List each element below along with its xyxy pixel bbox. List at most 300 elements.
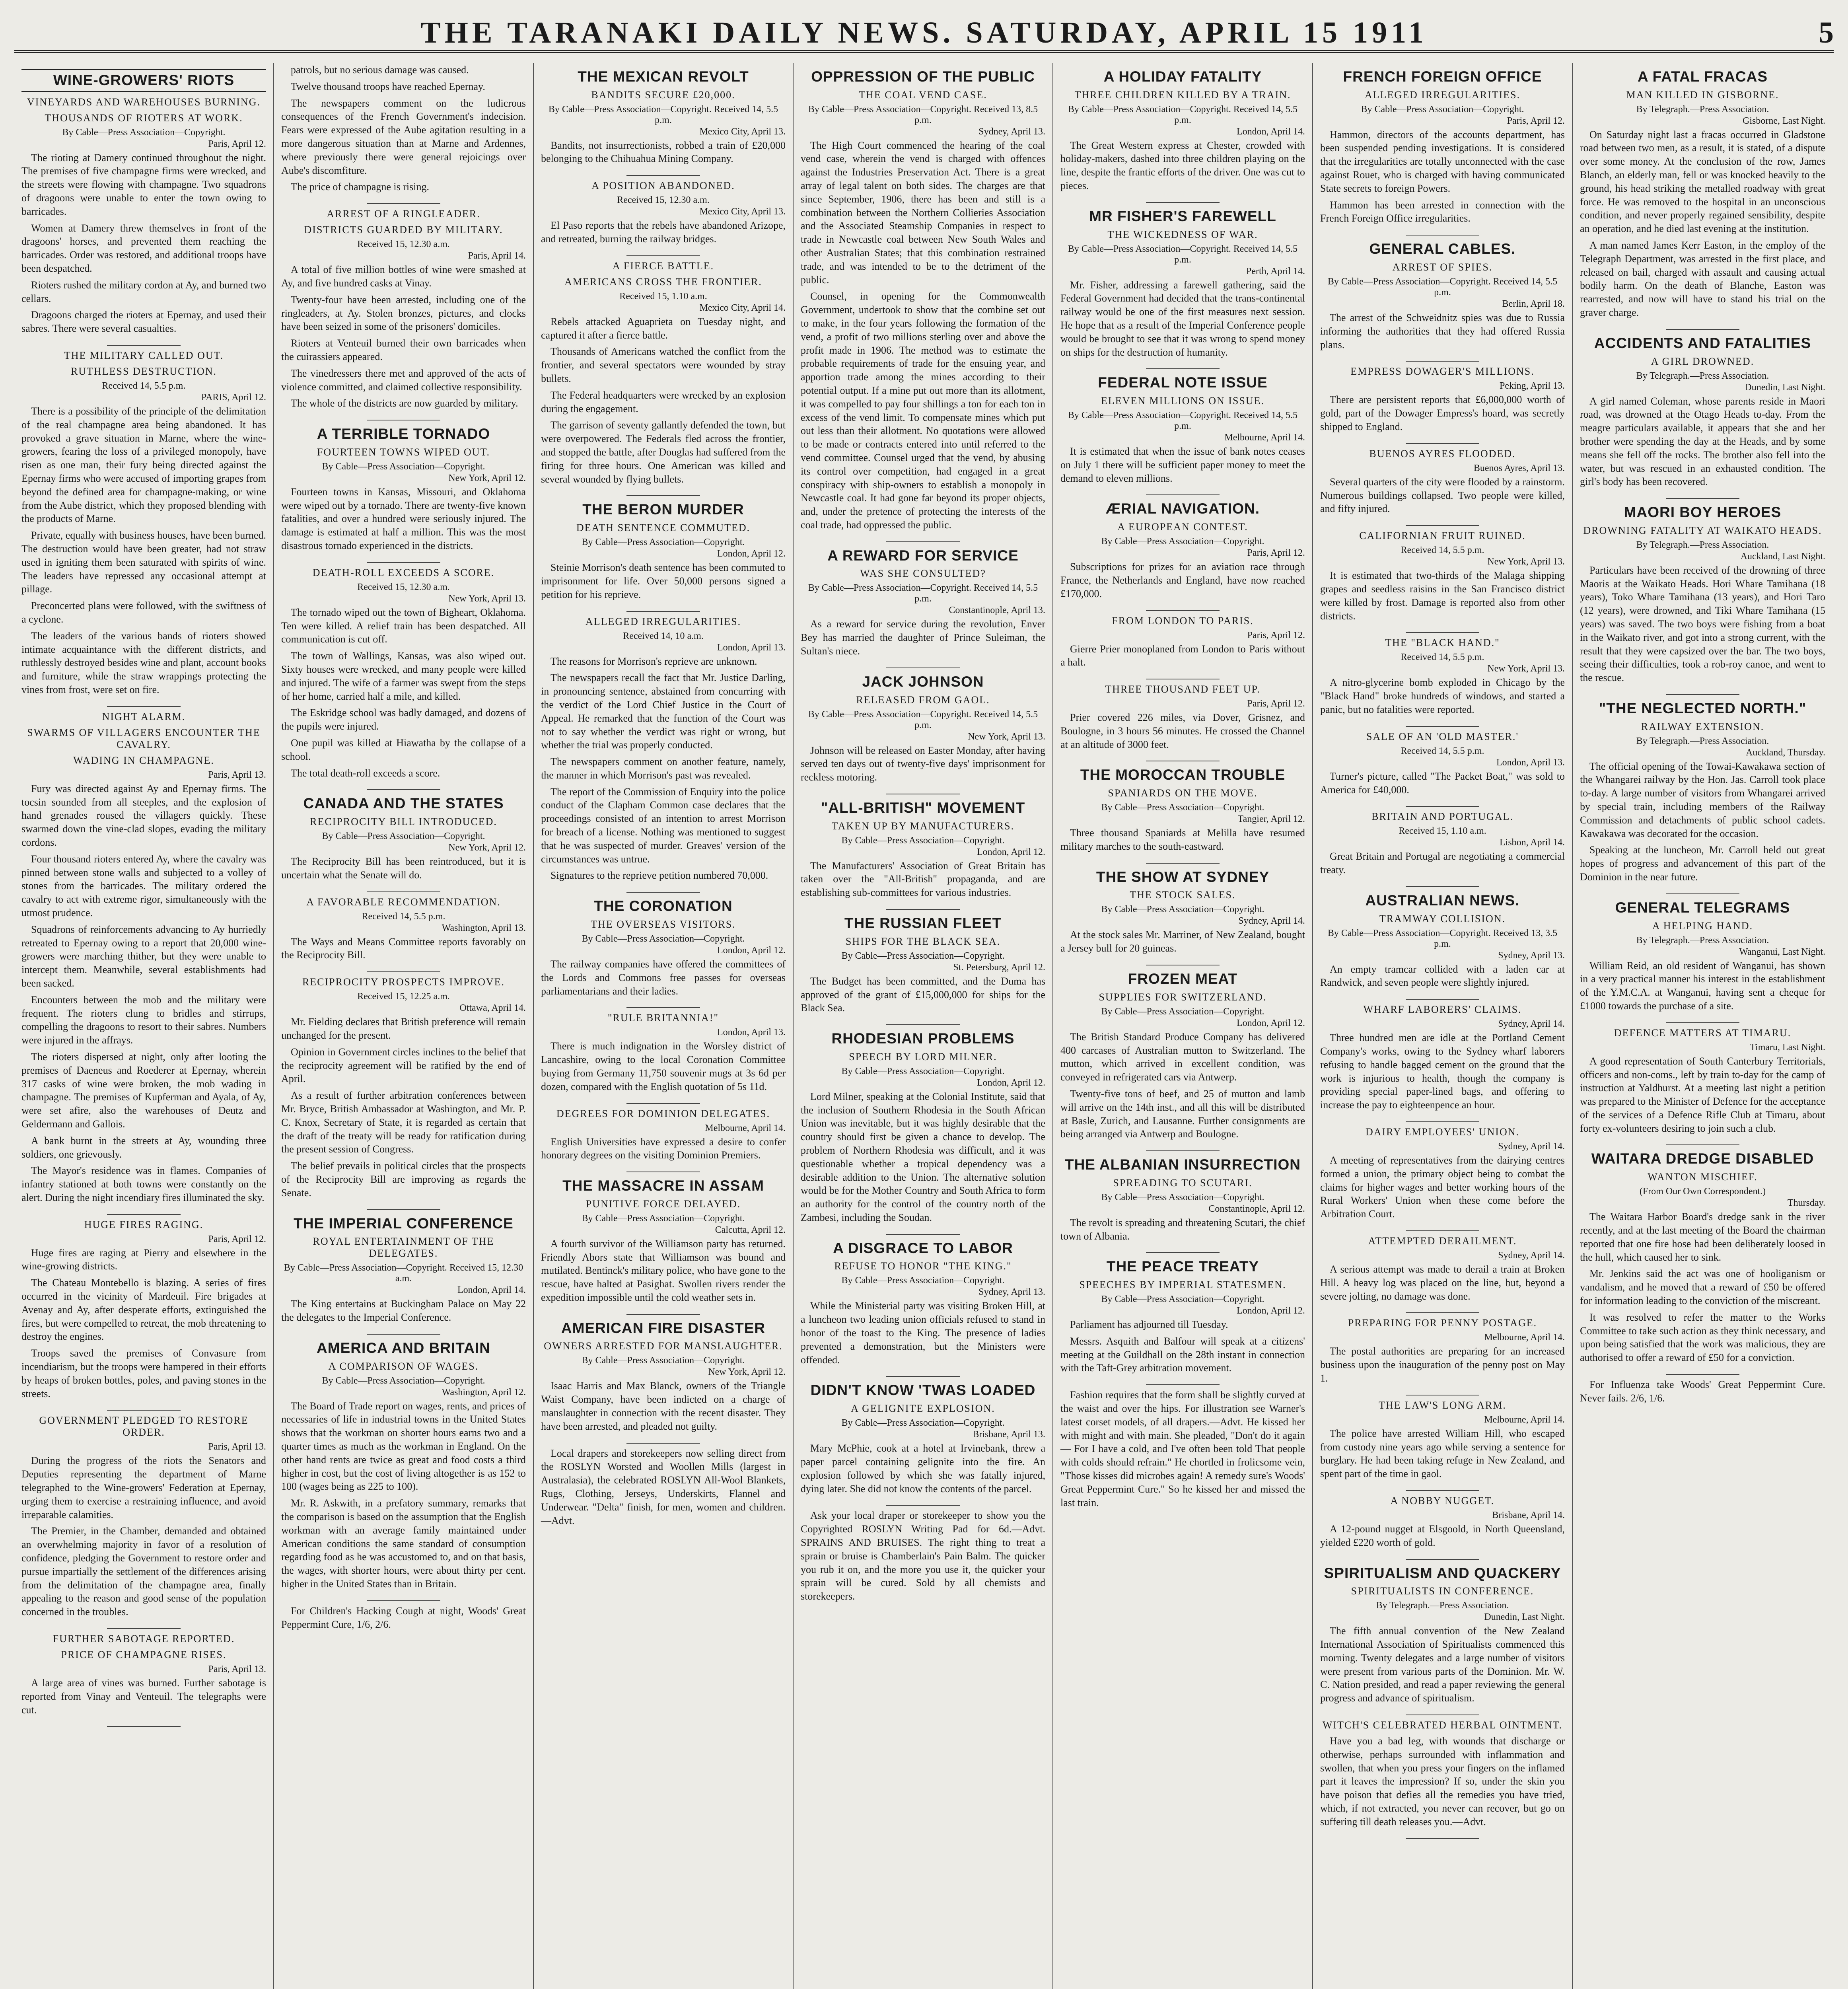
article (801, 548, 1045, 658)
article-paragraph: Opinion in Government circles inclines to the belief that the reciprocity agreement will be ratified by the end of April. (281, 1046, 526, 1085)
article-paragraph: Messrs. Asquith and Balfour will speak at a citizens' meeting at the Guildhall on the 28th instant in connection with the Taft-Grey arbitration movement. (1060, 1335, 1305, 1374)
article-divider (1406, 886, 1479, 887)
article-paragraph: Mr. Fielding declares that British preference will remain unchanged for the present. (281, 1016, 526, 1041)
article-paragraph: Squadrons of reinforcements advancing to Ay hurriedly retreated to Epernay owing to a report that 20,000 wine-growers were marching thither, but they were unable to intercept them. Meanwhile, several establishments had been sacked. (21, 923, 266, 989)
article-subheading: THE "BLACK HAND." (1385, 637, 1500, 649)
article-subheading: HUGE FIRES RAGING. (84, 1218, 204, 1230)
article-subheading: REFUSE TO HONOR "THE KING." (834, 1260, 1012, 1272)
article (1060, 683, 1305, 751)
article-divider (1406, 1490, 1479, 1491)
article-divider (1666, 498, 1739, 499)
article-paragraph: The leaders of the various bands of rioters showed intimate acquaintance with the different districts, and ruthlessly destroyed besides wine and plant, account books and furniture, while the straw wrappings protecting the vines from frost, were set on fire. (21, 630, 266, 695)
article (281, 976, 526, 1199)
article-heading: THE PEACE TREATY (1106, 1258, 1259, 1275)
article-divider (107, 345, 181, 346)
article-dateline: Brisbane, April 13. (973, 1429, 1045, 1440)
article-divider (886, 1024, 960, 1025)
article-byline: By Cable—Press Association—Copyright. (841, 950, 1005, 961)
article-divider (626, 255, 700, 256)
article-divider (626, 175, 700, 176)
article-divider (1146, 610, 1220, 611)
article-dateline: London, April 12. (1237, 1018, 1305, 1028)
article (21, 69, 266, 335)
article-dateline: PARIS, April 12. (201, 392, 266, 403)
article (541, 260, 786, 486)
article-dateline: Sydney, April 13. (978, 1287, 1045, 1298)
article-subheading: WADING IN CHAMPAGNE. (73, 754, 214, 766)
article-dateline: New York, April 12. (448, 843, 526, 853)
article-paragraph: A fourth survivor of the Williamson party has returned. Friendly Abors state that Williamson was bound and mutilated. Bentinck's military police, who have gone to the rescue, have halted at Pasighat. Swollen rivers render the expedition impossible until the cold weather sets in. (541, 1238, 786, 1303)
article-byline: By Telegraph.—Press Association. (1376, 1600, 1509, 1611)
article-heading: MR FISHER'S FAREWELL (1089, 208, 1276, 224)
article-subheading: A HELPING HAND. (1652, 920, 1753, 932)
article-divider (626, 892, 700, 893)
article-paragraph: A total of five million bottles of wine were smashed at Ay, and five hundred casks at Vinay. (281, 264, 526, 289)
article (1320, 530, 1565, 623)
article-paragraph: The total death-roll exceeds a score. (291, 767, 440, 779)
article-paragraph: During the progress of the riots the Senators and Deputies representing the department of Marne telegraphed to the Wine-growers' Federation at Epernay, urging them to exercise a restraining influence, and avoid irreparable calamities. (21, 1455, 266, 1520)
article-heading: THE CORONATION (594, 898, 733, 915)
article-byline: By Cable—Press Association—Copyright. (841, 1418, 1005, 1428)
article-paragraph: The garrison of seventy gallantly defended the town, but were overpowered. The Federals fled across the frontier, and stopped the battle, after Douglas had suffered from the firing for three hours. One American was killed and several wounded by flying bullets. (541, 419, 786, 485)
article-byline: By Telegraph.—Press Association. (1636, 935, 1769, 946)
article-subheading: A NOBBY NUGGET. (1390, 1495, 1495, 1506)
article (21, 711, 266, 1205)
article-subheading: FURTHER SABOTAGE REPORTED. (53, 1633, 235, 1645)
article-subheading: RELEASED FROM GAOL. (856, 694, 990, 706)
article-byline: Received 15, 1.10 a.m. (1399, 826, 1486, 837)
article-paragraph: Three hundred men are idle at the Portland Cement Company's works, owing to the Sydney wharf laborers refusing to handle bagged cement on the ground that the work is injurious to health, though the company is providing special paper-lined bags, and offering to increase the pay to eighteenpence an hour. (1320, 1032, 1565, 1111)
article-divider (626, 1007, 700, 1008)
article-paragraph: There is a possibility of the principle of the delimitation of the real champagne area being abandoned. It has provoked a grave situation in Marne, where the wine-growers, fearing the loss of a privileged monopoly, have risen as one man, their fury being directed against the Epernay firms who were accused of importing grapes from beyond the defined area for champagne-making, or wine from the Aube district, which they proposed blending with the products of Marne. (21, 405, 266, 525)
article-paragraph: The fifth annual convention of the New Zealand International Association of Spiritualists commenced this morning. Twenty delegates and a large number of visitors were present from various parts of the Dominion. Mr. W. C. Nation presided, and read a paper reviewing the general progress and advance of spiritualism. (1320, 1625, 1565, 1704)
article-subheading: RAILWAY EXTENSION. (1641, 720, 1764, 732)
article-subheading: BRITAIN AND PORTUGAL. (1371, 811, 1513, 823)
article-subheading: SUPPLIES FOR SWITZERLAND. (1099, 991, 1267, 1003)
article-paragraph: The arrest of the Schweidnitz spies was due to Russia informing the authorities that they had offered Russia plans. (1320, 311, 1565, 350)
article-paragraph: Parliament has adjourned till Tuesday. (1070, 1319, 1228, 1331)
article-dateline: Paris, April 12. (1247, 699, 1305, 709)
article-heading: ÆRIAL NAVIGATION. (1106, 500, 1260, 517)
article-paragraph: Bandits, not insurrectionists, robbed a train of £20,000 belonging to the Chihuahua Mining Company. (541, 139, 786, 165)
article-divider (1406, 1230, 1479, 1231)
article-subheading: SPIRITUALISTS IN CONFERENCE. (1351, 1585, 1534, 1597)
article-paragraph: A bank burnt in the streets at Ay, wounding three soldiers, one grievously. (21, 1135, 266, 1160)
article-dateline: Buenos Ayres, April 13. (1473, 463, 1565, 473)
article-heading: A HOLIDAY FATALITY (1103, 68, 1262, 85)
article (801, 800, 1045, 899)
article-subheading: ATTEMPTED DERAILMENT. (1368, 1235, 1517, 1247)
article-paragraph: Johnson will be released on Easter Monday, after having served ten days out of twenty-five days' imprisonment for reckless motoring. (801, 744, 1045, 783)
article-subheading: "RULE BRITANNIA!" (607, 1012, 719, 1024)
article-byline: By Cable—Press Association—Copyright. (1361, 104, 1524, 115)
article-subheading: THE LAW'S LONG ARM. (1379, 1399, 1506, 1411)
article-paragraph: A 12-pound nugget at Elsgoold, in North Queensland, yielded £220 worth of gold. (1320, 1523, 1565, 1548)
article (281, 63, 526, 194)
article-subheading: WITCH'S CELEBRATED HERBAL OINTMENT. (1322, 1719, 1563, 1731)
article-heading: WAITARA DREDGE DISABLED (1591, 1150, 1814, 1167)
article-byline: By Telegraph.—Press Association. (1636, 736, 1769, 746)
article-byline: By Cable—Press Association—Copyright. Received 14, 5.5 p.m. (1068, 243, 1298, 265)
article-heading: AUSTRALIAN NEWS. (1365, 892, 1520, 909)
article-dateline: London, April 12. (1237, 1306, 1305, 1316)
article-byline: (From Our Own Correspondent.) (1639, 1186, 1766, 1197)
article-paragraph: An empty tramcar collided with a laden car at Randwick, and seven people were slightly injured. (1320, 963, 1565, 989)
article-dateline: Paris, April 13. (208, 769, 266, 780)
article-subheading: PREPARING FOR PENNY POSTAGE. (1348, 1317, 1537, 1329)
article (1580, 701, 1825, 884)
article-paragraph: The Premier, in the Chamber, demanded and obtained an overwhelming majority in favor of a resolution of confidence, pledging the Government to restore order and pursue impartially the settlement of the differences arising from the delimitation of the champagne area, finally appealing to the reason and good sense of the population concerned in the troubles. (21, 1525, 266, 1618)
column-5 (1053, 63, 1313, 1989)
article-paragraph: On Saturday night last a fracas occurred in Gladstone road between two men, as a result, it is stated, of a dispute over some money. At the conclusion of the row, James Blanch, an elderly man, fell or was knocked heavily to the ground, his head striking the metalled roadway with great force. He was removed to the hospital in an unconscious condition, and never properly regained sensibility, despite an operation, and he died last evening at the institution. (1580, 128, 1825, 235)
article-dateline: Lisbon, April 14. (1499, 837, 1565, 848)
article-byline: Received 15, 12.30 a.m. (617, 195, 710, 206)
article-byline: By Cable—Press Association—Copyright. (841, 1066, 1005, 1076)
article-divider (1146, 863, 1220, 864)
article-subheading: ARREST OF A RINGLEADER. (327, 208, 480, 220)
article-subheading: THE OVERSEAS VISITORS. (591, 918, 736, 930)
article-divider (107, 1726, 181, 1727)
article-paragraph: A meeting of representatives from the dairying centres formed a union, the primary object being to combat the claims for higher wages and better working hours of the Rural Workers' Union when these come before the Arbitration Court. (1320, 1154, 1565, 1220)
article-byline: By Cable—Press Association—Copyright. (582, 1213, 745, 1224)
article (1580, 1151, 1825, 1364)
article-paragraph: The railway companies have offered the committees of the Lords and Commons free passes for overseas parliamentarians and their ladies. (541, 958, 786, 997)
article-dateline: Constantinople, April 12. (1208, 1203, 1305, 1214)
article-byline: By Telegraph.—Press Association. (1636, 104, 1769, 115)
article-subheading: SPREADING TO SCUTARI. (1113, 1177, 1253, 1189)
article-paragraph: Subscriptions for prizes for an aviation race through France, the Netherlands and England, have now reached £170,000. (1060, 561, 1305, 599)
article-heading: THE ALBANIAN INSURRECTION (1064, 1156, 1301, 1173)
article-heading: A FATAL FRACAS (1637, 68, 1768, 85)
article-heading: THE MASSACRE IN ASSAM (562, 1177, 764, 1194)
article-paragraph: The Chateau Montebello is blazing. A series of fires occurred in the vicinity of Mardeuil. Fire brigades at Avenay and Ay, after desperate efforts, extinguished the fires, but were compelled to retreat, the mob threatening to destroy the engines. (21, 1277, 266, 1343)
article-subheading: BANDITS SECURE £20,000. (591, 89, 735, 101)
article-dateline: Washington, April 12. (442, 1387, 526, 1397)
article (1320, 1126, 1565, 1221)
article-dateline: Gisborne, Last Night. (1743, 115, 1825, 126)
article-dateline: Paris, April 13. (208, 1442, 266, 1452)
article-dateline: London, April 12. (717, 945, 786, 956)
article-heading: "ALL-BRITISH" MOVEMENT (821, 799, 1025, 816)
article-subheading: SALE OF AN 'OLD MASTER.' (1366, 730, 1519, 742)
article-paragraph: English Universities have expressed a desire to confer honorary degrees on the visiting Dominion Premiers. (541, 1136, 786, 1161)
article (1320, 241, 1565, 351)
article-byline: Received 14, 5.5 p.m. (1401, 652, 1484, 663)
article-dateline: New York, April 13. (448, 593, 526, 604)
article-paragraph: It is estimated that two-thirds of the Malaga shipping grapes and seedless raisins in the San Francisco district were killed by frost. Damage is reported also from other districts. (1320, 570, 1565, 622)
article-divider (1406, 1559, 1479, 1560)
article (281, 896, 526, 962)
article-byline: By Cable—Press Association—Copyright. (841, 835, 1005, 846)
article-subheading: EMPRESS DOWAGER'S MILLIONS. (1350, 366, 1535, 378)
article-dateline: London, April 13. (717, 1027, 786, 1038)
article-dateline: Constantinople, April 13. (949, 605, 1045, 616)
article-divider (1146, 1384, 1220, 1385)
article-paragraph: There is much indignation in the Worsley district of Lancashire, owing to the local Coronation Committee buying from Germany 11,750 souvenir mugs at 3s 6d per dozen, compared with the English quotation of 5s 11d. (541, 1040, 786, 1092)
advertisement-text: Fashion requires that the form shall be slightly curved at the waist and over the hips. For illustration see Warner's latest corset models, of all drapers.—Advt. He kissed her with might and with main. She pleaded, "Don't do it again— For I have a cold, and I've often been told That people with colds should refrain." He chortled in frolicsome vein, "Those kisses did microbes again! A remedy sure's Woods' Great Peppermint Cure." So he kissed her and missed the last train. (1060, 1389, 1305, 1508)
article-heading: DIDN'T KNOW 'TWAS LOADED (810, 1382, 1036, 1399)
article-paragraph: Great Britain and Portugal are negotiating a commercial treaty. (1320, 850, 1565, 876)
article-subheading: WHARF LABORERS' CLAIMS. (1363, 1004, 1522, 1016)
article-dateline: Washington, April 13. (442, 922, 526, 933)
article-paragraph: The postal authorities are preparing for an increased business upon the inauguration of the penny post on May 1. (1320, 1345, 1565, 1384)
article-byline: By Cable—Press Association—Copyright. (1101, 802, 1264, 813)
article-dateline: Melbourne, April 14. (705, 1123, 786, 1133)
article-subheading: SPEECHES BY IMPERIAL STATESMEN. (1079, 1279, 1286, 1291)
article-dateline: London, April 14. (457, 1285, 526, 1296)
article (1320, 811, 1565, 877)
article-divider (367, 203, 440, 204)
article-subheading: A FAVORABLE RECOMMENDATION. (306, 896, 501, 908)
article-paragraph: Signatures to the reprieve petition numbered 70,000. (551, 870, 768, 882)
article-divider (1406, 361, 1479, 362)
article-divider (886, 1376, 960, 1377)
article-byline: By Cable—Press Association—Copyright. (582, 537, 745, 548)
article-byline: By Cable—Press Association—Copyright. (582, 1355, 745, 1366)
article-paragraph: Mr. Fisher, addressing a farewell gathering, said the Federal Government had decided that the trans-continental railway would be one of the first measures next session. He hope that as a result of the Imperial Conference people would be brought to see that it was wrong to spend money on ships for the destruction of humanity. (1060, 279, 1305, 358)
article (1060, 208, 1305, 359)
article-paragraph: The Reciprocity Bill has been reintroduced, but it is uncertain what the Senate will do. (281, 856, 526, 881)
masthead (14, 12, 1834, 53)
article-dateline: Melbourne, April 14. (1484, 1414, 1565, 1425)
article-heading: FEDERAL NOTE ISSUE (1098, 374, 1268, 391)
article-paragraph: One pupil was killed at Hiawatha by the collapse of a school. (281, 737, 526, 762)
article-byline: By Cable—Press Association—Copyright. (62, 127, 226, 138)
article-paragraph: William Reid, an old resident of Wanganui, has shown in a very practical manner his interest in the establishment of the Y.M.C.A. at Wanganui, having sent a cheque for £1000 towards the purchase of a site. (1580, 959, 1825, 1012)
article (1320, 69, 1565, 225)
article-paragraph: Troops saved the premises of Convasure from incendiarism, but the troops were hampered in their efforts by heaps of broken bottles, poles, and paving stones in the streets. (21, 1347, 266, 1399)
article-paragraph: The Great Western express at Chester, crowded with holiday-makers, dashed into three children playing on the line, despite the frantic efforts of the driver. One was cut to pieces. (1060, 139, 1305, 192)
article-byline: By Cable—Press Association—Copyright. (1101, 1192, 1264, 1203)
article-paragraph: Mr. R. Askwith, in a prefatory summary, remarks that the comparison is based on the assumption that the English workman with an average family maintained under American conditions the same standard of consumption regarding food as he was accustomed to, and on that basis, the wages, with shorter hours, were about thirty per cent. higher in the United States than in Britain. (281, 1497, 526, 1590)
article-heading: THE MEXICAN REVOLT (578, 68, 749, 85)
article-divider (1666, 329, 1739, 330)
article-dateline: Paris, April 12. (1247, 548, 1305, 559)
article-dateline: New York, April 13. (1487, 557, 1565, 567)
article-subheading: MAN KILLED IN GISBORNE. (1626, 89, 1779, 101)
article-dateline: Sydney, April 14. (1498, 1019, 1565, 1030)
article (541, 1012, 786, 1093)
article-dateline: Auckland, Thursday. (1746, 747, 1825, 758)
article-dateline: Sydney, April 14. (1498, 1250, 1565, 1261)
article-paragraph: While the Ministerial party was visiting Broken Hill, at a luncheon two leading union officials refused to stand in honor of the toast to the King. The presence of ladies prevented a demonstration, but the Ministers were offended. (801, 1300, 1045, 1366)
article-paragraph: As a result of further arbitration conferences between Mr. Bryce, British Ambassador at Washington, and Mr. P. C. Knox, Secretary of State, it is regarded as certain that the draft of the treaty will be ready for ratification during the present session of Congress. (281, 1090, 526, 1155)
article-divider (367, 891, 440, 892)
article (801, 674, 1045, 784)
article-subheading: THREE THOUSAND FEET UP. (1105, 683, 1261, 695)
article-paragraph: Prier covered 226 miles, via Dover, Grisnez, and Boulogne, in 3 hours 56 minutes. He crossed the Channel at an altitude of 3000 feet. (1060, 712, 1305, 750)
article-subheading: WANTON MISCHIEF. (1648, 1171, 1758, 1183)
article-byline: By Telegraph.—Press Association. (1636, 370, 1769, 381)
article-subheading: THE MILITARY CALLED OUT. (64, 350, 224, 362)
article-paragraph: The newspapers recall the fact that Mr. Justice Darling, in pronouncing sentence, abstained from concurring with the verdict of the Lord Chief Justice in the Court of Appeal. He remarked that the function of the Court was not to say whether the verdict was right or wrong, but whether the trial was properly conducted. (541, 672, 786, 751)
article-dateline: Dunedin, Last Night. (1484, 1612, 1565, 1623)
article-subheading: SPEECH BY LORD MILNER. (849, 1051, 997, 1063)
column-3 (534, 63, 794, 1989)
article-dateline: Paris, April 13. (208, 1664, 266, 1675)
article-paragraph: The British Standard Produce Company has delivered 400 carcases of Australian mutton to Switzerland. The mutton, which arrived in excellent condition, was conveyed in refrigerated cars via Antwerp. (1060, 1031, 1305, 1083)
article-dateline: Perth, April 14. (1246, 266, 1305, 276)
article (541, 69, 786, 165)
article-paragraph: The newspapers comment on the ludicrous consequences of the French Government's indecision. Fears were expressed of the Aube agitation resulting in a more dangerous situation than at Marne and Ardennes, where previously there were general rejoicings over Aube's discomfiture. (281, 97, 526, 176)
article-paragraph: The Manufacturers' Association of Great Britain has taken over the "All-British" propaganda, and are establishing sub-committees for various industries. (801, 860, 1045, 899)
article-heading: A DISGRACE TO LABOR (833, 1240, 1013, 1256)
article-paragraph: The Budget has been committed, and the Duma has approved of the grant of £15,000,000 for ships for the Black Sea. (801, 975, 1045, 1014)
article-byline: By Cable—Press Association—Copyright. (1101, 1006, 1264, 1017)
article (1320, 1317, 1565, 1385)
article-heading: "THE NEGLECTED NORTH." (1599, 700, 1807, 716)
article-subheading: THREE CHILDREN KILLED BY A TRAIN. (1074, 89, 1291, 101)
article-heading: GENERAL TELEGRAMS (1615, 899, 1790, 916)
article-paragraph: Counsel, in opening for the Commonwealth Government, undertook to show that the combine set out to make, in the four years following the formation of the vend, a profit of two millions sterling over and above the profit made in 1906. The method was to estimate the probable requirements of trade for the ensuing year, and apportion trade among the mines according to their potential output. If a mine put out more than its allotment, it was compelled to pay four shillings a ton for each ton in excess of the vend limit. To compensate mines which put out less than their allotment. No quotations were allowed to be made or contracts entered into until referred to the vend committee. Counsel urged that the vend, by abusing its control over competition, had engaged in a great conspiracy with ship-owners to establish a monopoly in Newcastle coal. It had gone far beyond its proper objects, and, under the pretence of protecting the interests of the coal trade, had oppressed the public. (801, 290, 1045, 531)
article-byline: Received 14, 5.5 p.m. (1401, 545, 1484, 556)
article-byline: By Cable—Press Association—Copyright. (322, 1375, 485, 1386)
article-byline: Received 14, 10 a.m. (623, 631, 704, 641)
article-dateline: Paris, April 12. (1507, 115, 1565, 126)
article-dateline: Mexico City, April 13. (699, 206, 786, 217)
article-divider (626, 1314, 700, 1315)
article (801, 1240, 1045, 1367)
article-subheading: A GELIGNITE EXPLOSION. (851, 1403, 995, 1415)
article-divider (1666, 1144, 1739, 1145)
article-dateline: Tangier, April 12. (1237, 814, 1305, 825)
article-paragraph: Mr. Jenkins said the act was one of hooliganism or vandalism, and he moved that a reward of £50 be offered for information leading to the conviction of the miscreant. (1580, 1268, 1825, 1306)
article-subheading: OWNERS ARRESTED FOR MANSLAUGHTER. (544, 1340, 783, 1352)
article-paragraph: The Mayor's residence was in flames. Companies of infantry stationed at both towns were constantly on the alert. During the night incendiary fires illuminated the sky. (21, 1165, 266, 1203)
article-paragraph: Rioters at Venteuil burned their own barricades when the cuirassiers appeared. (281, 337, 526, 362)
article-divider (1406, 999, 1479, 1000)
article (541, 1108, 786, 1162)
article-subheading: THE WICKEDNESS OF WAR. (1107, 228, 1258, 240)
article-dateline: London, April 12. (977, 847, 1045, 857)
article-divider (1146, 368, 1220, 369)
article-paragraph: Private, equally with business houses, have been burned. The destruction would have been greater, had not straw used in igniting them been saturated with spirits of wine. The leaders have repressed any occasional attempt at pillage. (21, 529, 266, 595)
article-subheading: DEATH-ROLL EXCEEDS A SCORE. (312, 566, 495, 578)
article-divider (886, 1234, 960, 1235)
article-byline: By Cable—Press Association—Copyright. (582, 933, 745, 944)
article-dateline: Paris, April 14. (468, 251, 526, 261)
article-byline: Received 14, 5.5 p.m. (102, 381, 186, 391)
article-divider (1666, 893, 1739, 894)
article-dateline: London, April 12. (717, 549, 786, 559)
article-divider (107, 1214, 181, 1215)
article-paragraph: The police have arrested William Hill, who escaped from custody nine years ago while serving a sentence for burglary. He had been taking refuge in New Zealand, and spent part of the time in gaol. (1320, 1427, 1565, 1480)
article-heading: GENERAL CABLES. (1369, 241, 1516, 257)
article-paragraph: There are persistent reports that £6,000,000 worth of gold, part of the Dowager Empress's hoard, was secretly shipped to England. (1320, 394, 1565, 432)
article-subheading: DROWNING FATALITY AT WAIKATO HEADS. (1583, 524, 1822, 536)
article-byline: By Cable—Press Association—Copyright. Received 14, 5.5 p.m. (808, 709, 1038, 730)
article-subheading: ALLEGED IRREGULARITIES. (585, 615, 741, 627)
article-heading: THE BERON MURDER (582, 501, 744, 518)
article-divider (367, 1600, 440, 1601)
article-paragraph: The Eskridge school was badly damaged, and dozens of the pupils were injured. (281, 707, 526, 732)
article-paragraph: patrols, but no serious damage was caused. (291, 64, 469, 76)
article-dateline: Wanganui, Last Night. (1739, 946, 1825, 957)
article-subheading: A POSITION ABANDONED. (591, 180, 735, 192)
article (21, 1415, 266, 1619)
article-paragraph: The rioting at Damery continued throughout the night. The premises of five champagne firms were wrecked, and the streets were flowing with champagne. Two squadrons of dragoons were unable to enter the town owing to barricades. (21, 152, 266, 217)
article-subheading: TAKEN UP BY MANUFACTURERS. (831, 820, 1015, 832)
article-paragraph: Four thousand rioters entered Ay, where the cavalry was pinned between stone walls and subjected to a volley of stones from the barricades. The military ordered the cavalry to act with extreme rigor, simultaneously with the utmost prudence. (21, 853, 266, 919)
article-paragraph: Twenty-four have been arrested, including one of the ringleaders, at Ay. Stolen bronzes, pictures, and clocks have been seized in some of the prisoners' domiciles. (281, 294, 526, 333)
article-paragraph: Steinie Morrison's death sentence has been commuted to imprisonment for life. Over 50,000 persons signed a petition for his reprieve. (541, 562, 786, 600)
article-divider (1666, 1022, 1739, 1023)
article (1060, 1157, 1305, 1243)
article-heading: A TERRIBLE TORNADO (317, 426, 490, 442)
article (541, 1320, 786, 1433)
article-dateline: Thursday. (1787, 1198, 1825, 1209)
columns-container (14, 63, 1834, 1989)
article-heading: MAORI BOY HEROES (1624, 504, 1782, 521)
article-paragraph: Rebels attacked Aguaprieta on Tuesday night, and captured it after a fierce battle. (541, 315, 786, 341)
article-heading: FRENCH FOREIGN OFFICE (1343, 68, 1542, 85)
article-divider (1406, 443, 1479, 444)
article-divider (107, 1410, 181, 1411)
article-divider (1146, 202, 1220, 203)
article (1320, 731, 1565, 797)
article-subheading: DAIRY EMPLOYEES' UNION. (1366, 1126, 1519, 1138)
article-paragraph: The Federal headquarters were wrecked by an explosion during the engagement. (541, 389, 786, 415)
article-byline: By Telegraph.—Press Association. (1636, 539, 1769, 550)
article (541, 502, 786, 601)
article-paragraph: A girl named Coleman, whose parents reside in Maori road, was drowned at the Otago Heads to-day. From the meagre particulars available, it appears that she and her brother were spending the day at the Heads, and by some means she fell off the rocks. The brother also fell into the water, but was rescued in an exhausted condition. The girl's body has been recovered. (1580, 395, 1825, 488)
article-divider (1406, 1838, 1479, 1839)
article (1320, 1004, 1565, 1112)
article-dateline: Timaru, Last Night. (1750, 1042, 1825, 1053)
article-divider (626, 495, 700, 496)
advertisement-text: For Children's Hacking Cough at night, Woods' Great Peppermint Cure, 1/6, 2/6. (281, 1605, 526, 1630)
article-paragraph: Turner's picture, called "The Packet Boat," was sold to America for £40,000. (1320, 770, 1565, 796)
article-subheading: RUTHLESS DESTRUCTION. (70, 366, 217, 378)
article-divider (1406, 806, 1479, 807)
article-dateline: Sydney, April 13. (1498, 950, 1565, 961)
article-paragraph: Several quarters of the city were flooded by a rainstorm. Numerous buildings collapsed. Two people were killed, and fifty injured. (1320, 476, 1565, 515)
article-subheading: AMERICANS CROSS THE FRONTIER. (564, 276, 762, 288)
article-divider (1666, 694, 1739, 695)
article-paragraph: A large area of vines was burned. Further sabotage is reported from Vinay and Venteuil. The telegraphs were cut. (21, 1677, 266, 1716)
article-paragraph: The report of the Commission of Enquiry into the police conduct of the Clapham Common case declares that the proceedings consisted of an intention to arrest Morrison for breach of a license. Nothing was mentioned to suggest that he was suspected of murder. Greaves' version of the circumstances was untrue. (541, 786, 786, 865)
article-paragraph: The revolt is spreading and threatening Scutari, the chief town of Albania. (1060, 1216, 1305, 1242)
article (281, 796, 526, 882)
article-dateline: Berlin, April 18. (1502, 298, 1565, 309)
article-dateline: Peking, April 13. (1499, 381, 1565, 391)
article-paragraph: Mary McPhie, cook at a hotel at Irvinebank, threw a paper parcel containing gelignite into the fire. An explosion followed by which she was fatally injured, dying later. She did not know the contents of the parcel. (801, 1442, 1045, 1495)
article-subheading: SHIPS FOR THE BLACK SEA. (845, 935, 1001, 947)
article-paragraph: Hammon has been arrested in connection with the French Foreign Office irregularities. (1320, 199, 1565, 224)
article-byline: By Cable—Press Association—Copyright. Received 14, 5.5 p.m. (1068, 410, 1298, 432)
article (1320, 893, 1565, 989)
article-paragraph: Fourteen towns in Kansas, Missouri, and Oklahoma were wiped out by a tornado. There are twenty-five known fatalities, and over a hundred were seriously injured. The damage is estimated at half a million. This was the most disastrous tornado experienced in the districts. (281, 486, 526, 552)
article (1320, 1399, 1565, 1481)
article-paragraph: A good representation of South Canterbury Territorials, officers and non-coms., left by train to-day for the camp of instruction at Yaldhurst. At a meeting last night a petition was prepared to the Minister of Defence for the acceptance of the services of a Defence Rifle Club at Timaru, about forty ex-volunteers desiring to join such a club. (1580, 1055, 1825, 1134)
article (1580, 900, 1825, 1013)
article-paragraph: Encounters between the mob and the military were frequent. The rioters clung to bridles and stirrups, compelling the dragoons to resort to their sabres. Numbers were injured in the affrays. (21, 994, 266, 1046)
article (21, 350, 266, 697)
article-paragraph: Thousands of Americans watched the conflict from the frontier, and several spectators were wounded by stray bullets. (541, 346, 786, 385)
article (1320, 1719, 1565, 1829)
article (541, 898, 786, 998)
column-7 (1573, 63, 1832, 1989)
article-paragraph: Huge fires are raging at Pierry and elsewhere in the wine-growing districts. (21, 1247, 266, 1272)
article-dateline: St. Petersburg, April 12. (953, 962, 1045, 973)
article-paragraph: The reasons for Morrison's reprieve are unknown. (551, 655, 757, 667)
article (281, 1340, 526, 1591)
article-subheading: GOVERNMENT PLEDGED TO RESTORE ORDER. (39, 1415, 249, 1438)
article (1060, 69, 1305, 193)
article-divider (1406, 632, 1479, 633)
article-paragraph: The price of champagne is rising. (291, 181, 429, 193)
article (1580, 335, 1825, 488)
